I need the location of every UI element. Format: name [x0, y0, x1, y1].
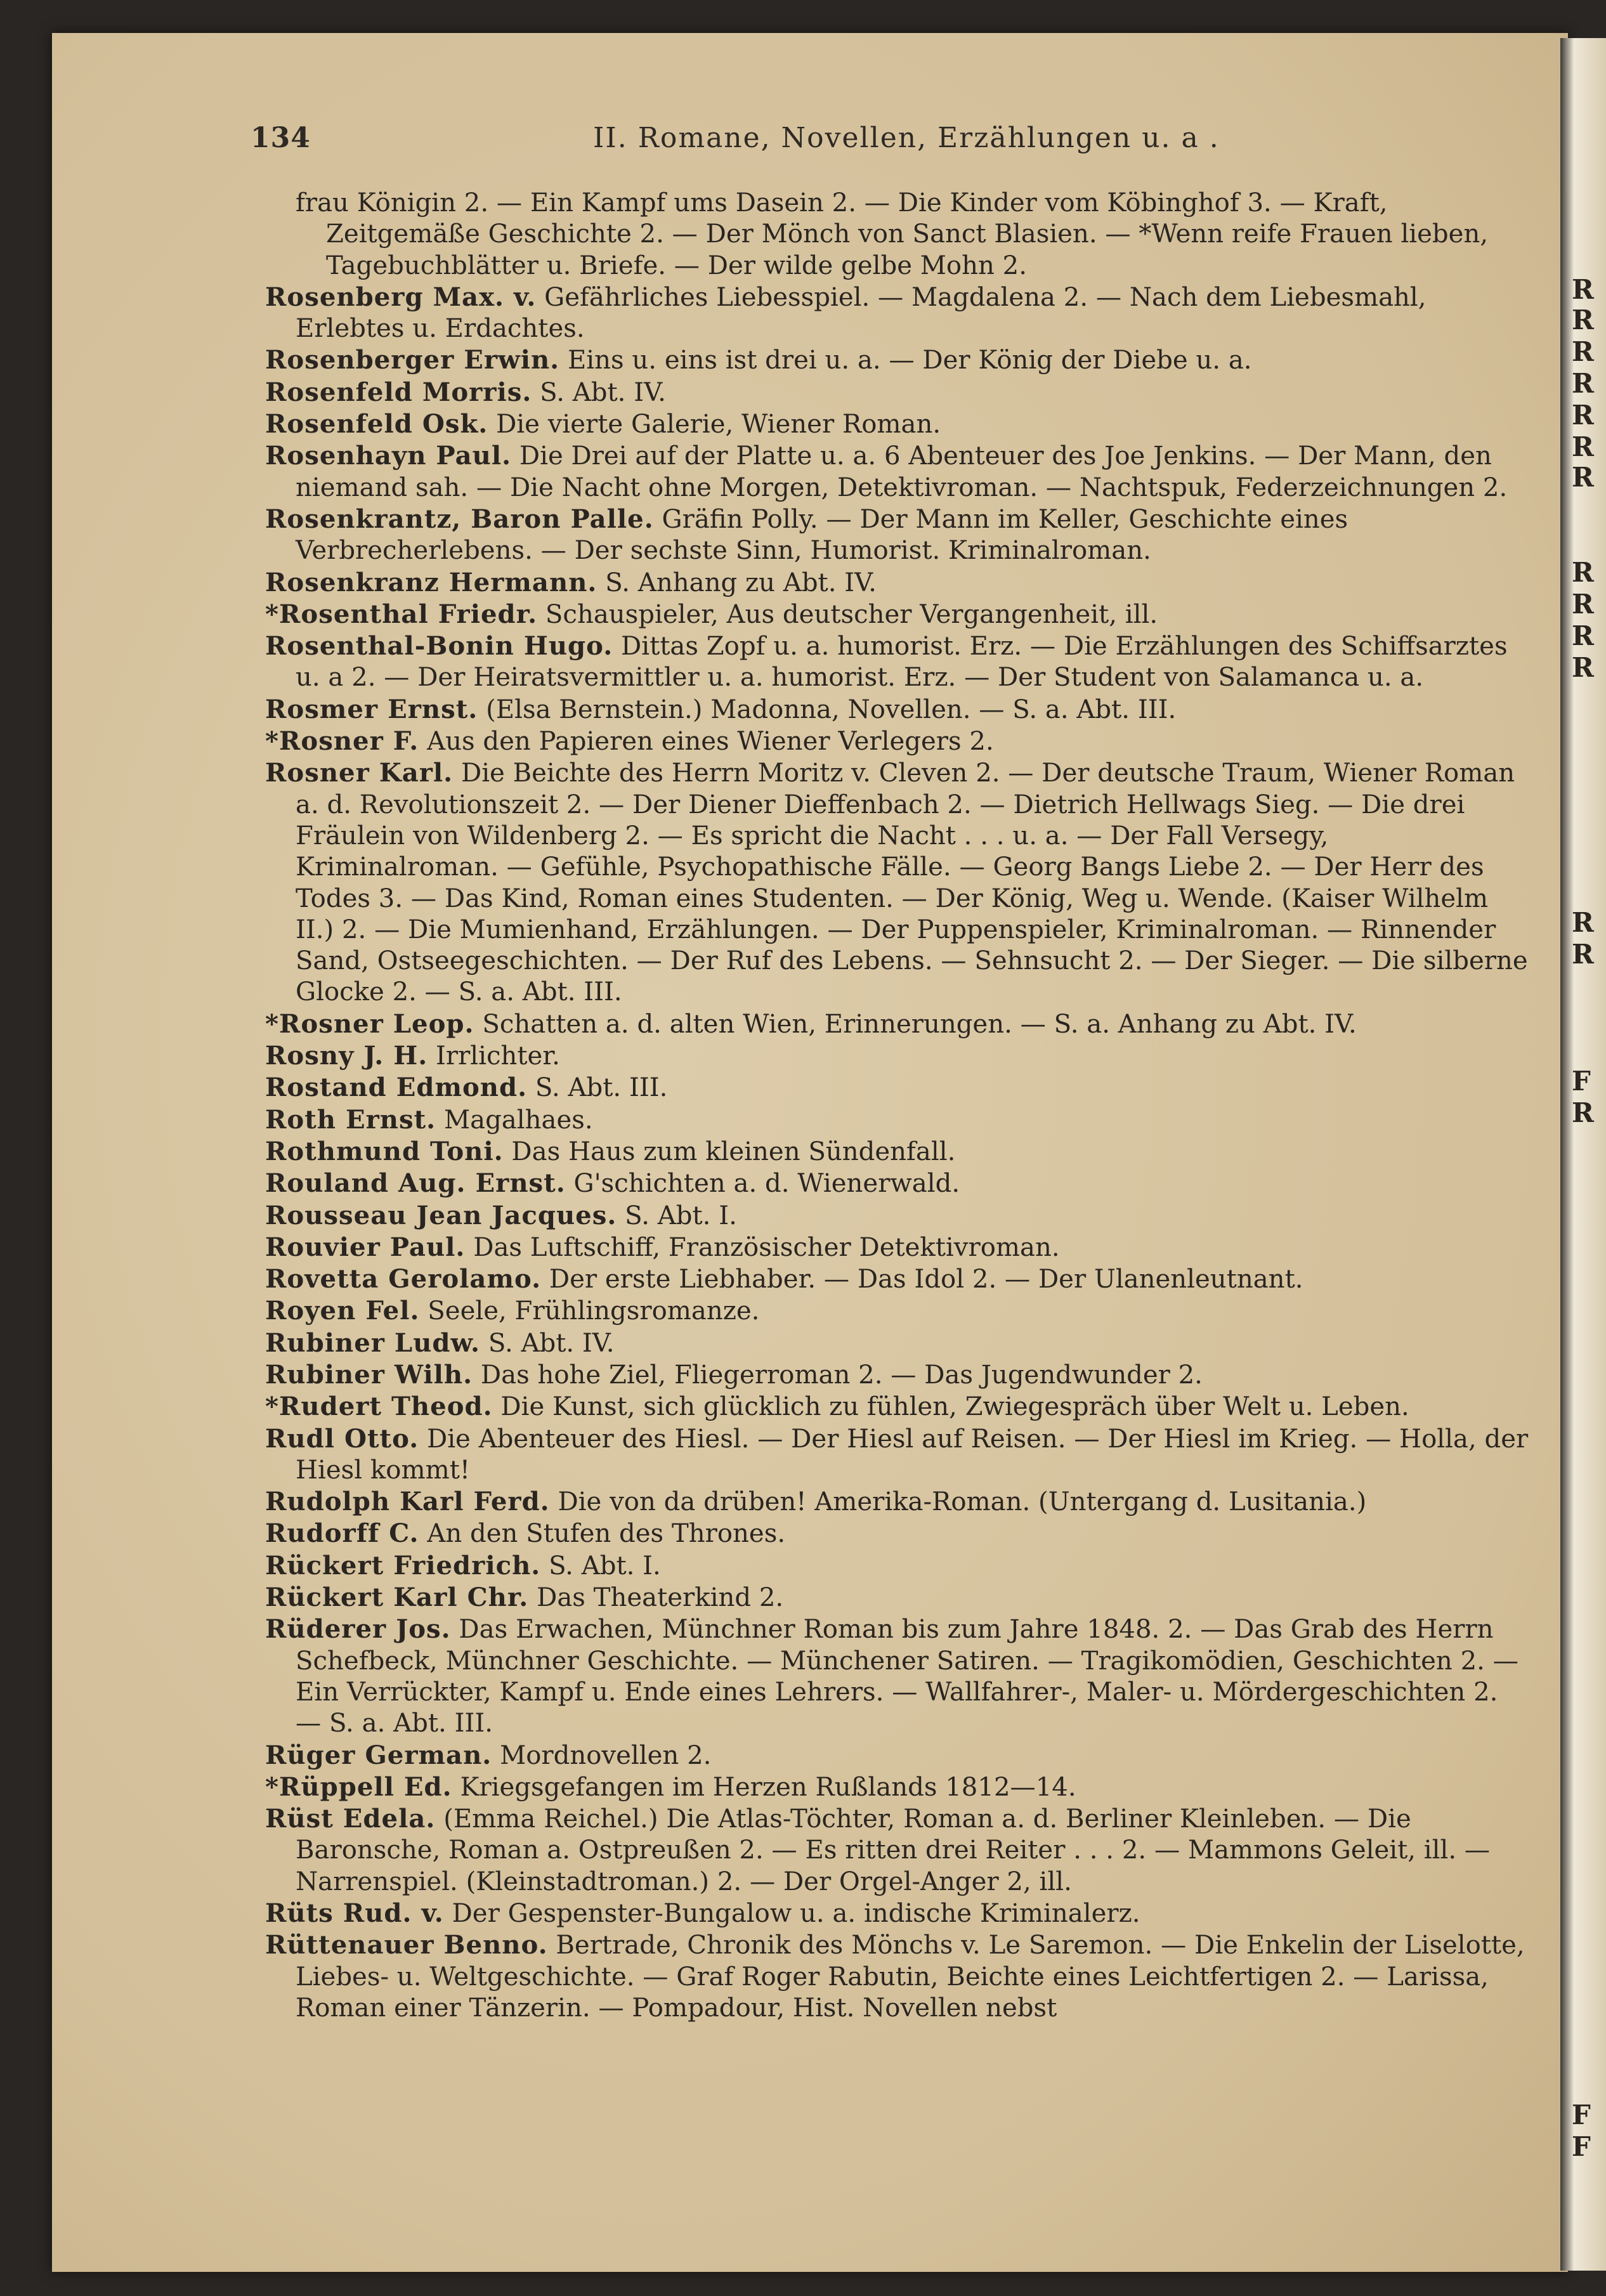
- entry-author: Rudolph Karl Ferd.: [265, 1487, 550, 1517]
- index-entry: [265, 1327, 1529, 1359]
- entry-author: Rouvier Paul.: [265, 1232, 466, 1262]
- entry-author: Rudl Otto.: [265, 1423, 419, 1454]
- index-entry: [265, 1771, 1529, 1803]
- index-entry: [265, 1929, 1529, 2024]
- index-entry: [265, 1263, 1529, 1295]
- entry-author: Royen Fel.: [265, 1296, 420, 1326]
- index-entry: [265, 408, 1529, 440]
- entry-author: Rosenfeld Morris.: [265, 377, 532, 407]
- entry-text: Gefährliches Liebesspiel. — Magdalena 2. — Nach dem Liebesmahl, Erlebtes u. Erdachtes.: [296, 282, 1426, 344]
- index-entry: [265, 1072, 1529, 1104]
- index-entry: [265, 377, 1529, 408]
- entry-author: Rüderer Jos.: [265, 1614, 451, 1645]
- entry-author: *Rosner Leop.: [265, 1008, 474, 1039]
- entry-text: S. Abt. I.: [549, 1551, 661, 1581]
- edge-letter: R: [1572, 368, 1594, 399]
- entry-author: Rüttenauer Benno.: [265, 1930, 548, 1960]
- entry-text: Gräfin Polly. — Der Mann im Keller, Geschichte eines Verbrecherlebens. — Der sechste Sinn, Humorist. Kriminalroman.: [296, 504, 1348, 566]
- edge-letter: R: [1572, 336, 1594, 367]
- entry-text: Kriegsgefangen im Herzen Rußlands 1812—14.: [460, 1772, 1076, 1802]
- entry-author: Rüts Rud. v.: [265, 1898, 444, 1929]
- entry-author: Rosmer Ernst.: [265, 694, 478, 724]
- index-entry: [265, 694, 1529, 726]
- entry-text: S. Abt. IV.: [540, 377, 666, 407]
- index-entry: [265, 1232, 1529, 1263]
- edge-letter: F: [1572, 2131, 1591, 2162]
- entry-author: Rudorff C.: [265, 1518, 419, 1549]
- index-entry: [265, 1803, 1529, 1898]
- page-number: 134: [251, 122, 311, 154]
- entry-text: Das hohe Ziel, Fliegerroman 2. — Das Jugendwunder 2.: [480, 1360, 1203, 1390]
- edge-letter: F: [1572, 2099, 1591, 2130]
- entry-author: Rosenkrantz, Baron Palle.: [265, 504, 654, 534]
- edge-letter: R: [1572, 431, 1594, 462]
- entry-text: Magalhaes.: [443, 1105, 593, 1135]
- entry-text: Irrlichter.: [436, 1041, 560, 1071]
- entry-author: *Rüppell Ed.: [265, 1771, 452, 1802]
- index-entry: [265, 1168, 1529, 1199]
- entry-text: frau Königin 2. — Ein Kampf ums Dasein 2. — Die Kinder vom Köbinghof 3. — Kraft, Zeitgemäße Geschichte 2. — Der Mönch von Sanct Blasien. — *Wenn reife Frauen lieben, Tagebuchblätter u. Briefe. — Der wilde gelbe Mohn 2.: [296, 188, 1489, 280]
- entry-text: An den Stufen des Thrones.: [427, 1519, 786, 1549]
- index-entry: [265, 1550, 1529, 1582]
- index-entry: [265, 1295, 1529, 1327]
- index-entry: [265, 567, 1529, 599]
- index-entry: [265, 630, 1529, 694]
- entry-author: Rousseau Jean Jacques.: [265, 1200, 617, 1230]
- entry-text: S. Abt. IV.: [488, 1328, 615, 1358]
- index-entry: [265, 757, 1529, 1008]
- index-entry: [265, 440, 1529, 504]
- entry-text: Schatten a. d. alten Wien, Erinnerungen. — S. a. Anhang zu Abt. IV.: [482, 1009, 1357, 1039]
- entry-text: Das Luftschiff, Französischer Detektivroman.: [473, 1232, 1060, 1262]
- entry-text: Mordnovellen 2.: [500, 1740, 712, 1770]
- edge-letter: R: [1572, 400, 1594, 431]
- edge-letter: R: [1572, 557, 1594, 588]
- index-entry: [265, 344, 1529, 376]
- entry-author: Rückert Friedrich.: [265, 1550, 541, 1581]
- entry-author: Rosenthal-Bonin Hugo.: [265, 631, 613, 662]
- edge-letter: R: [1572, 274, 1594, 305]
- edge-letter: R: [1572, 304, 1594, 336]
- index-entry: [265, 1040, 1529, 1072]
- index-entry: [265, 1008, 1529, 1040]
- index-entry: [265, 1391, 1529, 1423]
- index-entry: [265, 599, 1529, 630]
- edge-letter: F: [1572, 1066, 1591, 1097]
- entry-text: Schauspieler, Aus deutscher Vergangenheit, ill.: [545, 599, 1158, 629]
- running-head: [251, 122, 1303, 157]
- entry-author: Rouland Aug. Ernst.: [265, 1168, 566, 1199]
- entry-text: Der erste Liebhaber. — Das Idol 2. — Der Ulanenleutnant.: [549, 1265, 1303, 1295]
- entry-text: (Elsa Bernstein.) Madonna, Novellen. — S. a. Abt. III.: [486, 695, 1177, 724]
- entry-text: Seele, Frühlingsromanze.: [428, 1296, 760, 1326]
- edge-letter: R: [1572, 939, 1594, 970]
- edge-letter: R: [1572, 462, 1594, 493]
- entry-author: Rosner Karl.: [265, 758, 454, 788]
- entry-author: Rovetta Gerolamo.: [265, 1264, 542, 1295]
- entry-text: Die von da drüben! Amerika-Roman. (Untergang d. Lusitania.): [558, 1487, 1367, 1517]
- entry-author: Rostand Edmond.: [265, 1073, 528, 1103]
- index-entry: [265, 726, 1529, 757]
- entry-text: Die Beichte des Herrn Moritz v. Cleven 2. — Der deutsche Traum, Wiener Roman a. d. Revolutionszeit 2. — Der Diener Dieffenbach 2. — Dietrich Hellwags Sieg. — Die drei Fräulein von Wildenberg 2. — Es spricht die Nacht . . . u. a. — Der Fall Versegy, Kriminalroman. — Gefühle, Psychopathische Fälle. — Georg Bangs Liebe 2. — Der Herr des Todes 3. — Das Kind, Roman eines Studenten. — Der König, Weg u. Wende. (Kaiser Wilhelm II.) 2. — Die Mumienhand, Erzählungen. — Der Puppenspieler, Kriminalroman. — Rinnender Sand, Ostseegeschichten. — Der Ruf des Lebens. — Sehnsucht 2. — Der Sieger. — Die silberne Glocke 2. — S. a. Abt. III.: [296, 759, 1528, 1007]
- entry-text: G'schichten a. d. Wienerwald.: [573, 1169, 960, 1199]
- index-entry: [265, 1136, 1529, 1168]
- entry-author: Rüger German.: [265, 1740, 492, 1770]
- entry-author: Rubiner Wilh.: [265, 1359, 473, 1390]
- edge-letter: R: [1572, 620, 1594, 651]
- edge-letter: R: [1572, 907, 1594, 938]
- entry-text: Die vierte Galerie, Wiener Roman.: [496, 410, 941, 440]
- index-entry: [265, 1614, 1529, 1739]
- index-entry: [265, 282, 1529, 345]
- entry-author: Rosenhayn Paul.: [265, 441, 512, 471]
- entry-author: Rosenberger Erwin.: [265, 345, 560, 375]
- entry-text: (Emma Reichel.) Die Atlas-Töchter, Roman a. d. Berliner Kleinleben. — Die Baronsche, Roman a. Ostpreußen 2. — Es ritten drei Reiter . . . 2. — Mammons Geleit, ill. — Narrenspiel. (Kleinstadtroman.) 2. — Der Orgel-Anger 2, ill.: [296, 1804, 1491, 1896]
- entry-text: S. Anhang zu Abt. IV.: [605, 568, 877, 597]
- entry-text: S. Abt. III.: [535, 1073, 668, 1103]
- entry-text: Bertrade, Chronik des Mönchs v. Le Saremon. — Die Enkelin der Liselotte, Liebes- u. Weltgeschichte. — Graf Roger Rabutin, Beichte eines Leichtfertigen 2. — Larissa, Roman einer Tänzerin. — Pompadour, Hist. Novellen nebst: [296, 1931, 1525, 2023]
- entry-author: Rosenberg Max. v.: [265, 282, 537, 312]
- index-entry: [265, 1104, 1529, 1136]
- entry-text: S. Abt. I.: [625, 1201, 737, 1230]
- index-entry: [265, 504, 1529, 567]
- entry-author: *Rosenthal Friedr.: [265, 599, 538, 629]
- entry-author: Rubiner Ludw.: [265, 1327, 481, 1358]
- entry-text: Die Kunst, sich glücklich zu fühlen, Zwiegespräch über Welt u. Leben.: [500, 1392, 1409, 1422]
- entry-author: *Rudert Theod.: [265, 1392, 493, 1422]
- edge-letter: R: [1572, 652, 1594, 683]
- entry-author: Rothmund Toni.: [265, 1136, 504, 1166]
- facing-page-edge: [1560, 38, 1606, 2271]
- entry-text: Das Theaterkind 2.: [537, 1583, 784, 1613]
- index-entry: [265, 1486, 1529, 1518]
- entry-author: Rückert Karl Chr.: [265, 1582, 529, 1613]
- entry-author: Rosenkranz Hermann.: [265, 567, 597, 597]
- section-title: II. Romane, Novellen, Erzählungen u. a .: [593, 122, 1220, 154]
- entry-author: *Rosner F.: [265, 726, 419, 757]
- entry-text: Eins u. eins ist drei u. a. — Der König der Diebe u. a.: [567, 346, 1252, 375]
- entry-text: Die Drei auf der Platte u. a. 6 Abenteuer des Joe Jenkins. — Der Mann, den niemand sah. — Die Nacht ohne Morgen, Detektivroman. — Nachtspuk, Federzeichnungen 2.: [296, 441, 1508, 502]
- edge-letter: R: [1572, 1097, 1594, 1128]
- index-entry: [265, 1740, 1529, 1771]
- index-entry-continuation: [296, 188, 1529, 282]
- entry-text: Die Abenteuer des Hiesl. — Der Hiesl auf Reisen. — Der Hiesl im Krieg. — Holla, der Hiesl kommt!: [296, 1424, 1529, 1485]
- entry-author: Rüst Edela.: [265, 1804, 436, 1834]
- index-entry: [265, 1518, 1529, 1549]
- entry-author: Roth Ernst.: [265, 1104, 436, 1135]
- entry-author: Rosenfeld Osk.: [265, 409, 488, 440]
- entry-text: Das Haus zum kleinen Sündenfall.: [511, 1137, 956, 1166]
- entry-text: Der Gespenster-Bungalow u. a. indische Kriminalerz.: [452, 1899, 1140, 1929]
- index-entry: [265, 1582, 1529, 1614]
- author-index: [266, 188, 1529, 2024]
- index-entry: [265, 1898, 1529, 1929]
- entry-text: Aus den Papieren eines Wiener Verlegers 2.: [427, 727, 994, 757]
- edge-letter: R: [1572, 589, 1594, 620]
- index-entry: [265, 1359, 1529, 1391]
- entry-text: Dittas Zopf u. a. humorist. Erz. — Die Erzählungen des Schiffsarztes u. a 2. — Der Heiratsvermittler u. a. humorist. Erz. — Der Student von Salamanca u. a.: [296, 632, 1508, 693]
- index-entry: [265, 1423, 1529, 1487]
- index-entry: [265, 1200, 1529, 1232]
- entry-text: Das Erwachen, Münchner Roman bis zum Jahre 1848. 2. — Das Grab des Herrn Schefbeck, Münchner Geschichte. — Münchener Satiren. — Tragikomödien, Geschichten 2. — Ein Verrückter, Kampf u. Ende eines Lehrers. — Wallfahrer-, Maler- u. Mördergeschichten 2. — S. a. Abt. III.: [296, 1615, 1518, 1738]
- entry-author: Rosny J. H.: [265, 1041, 428, 1071]
